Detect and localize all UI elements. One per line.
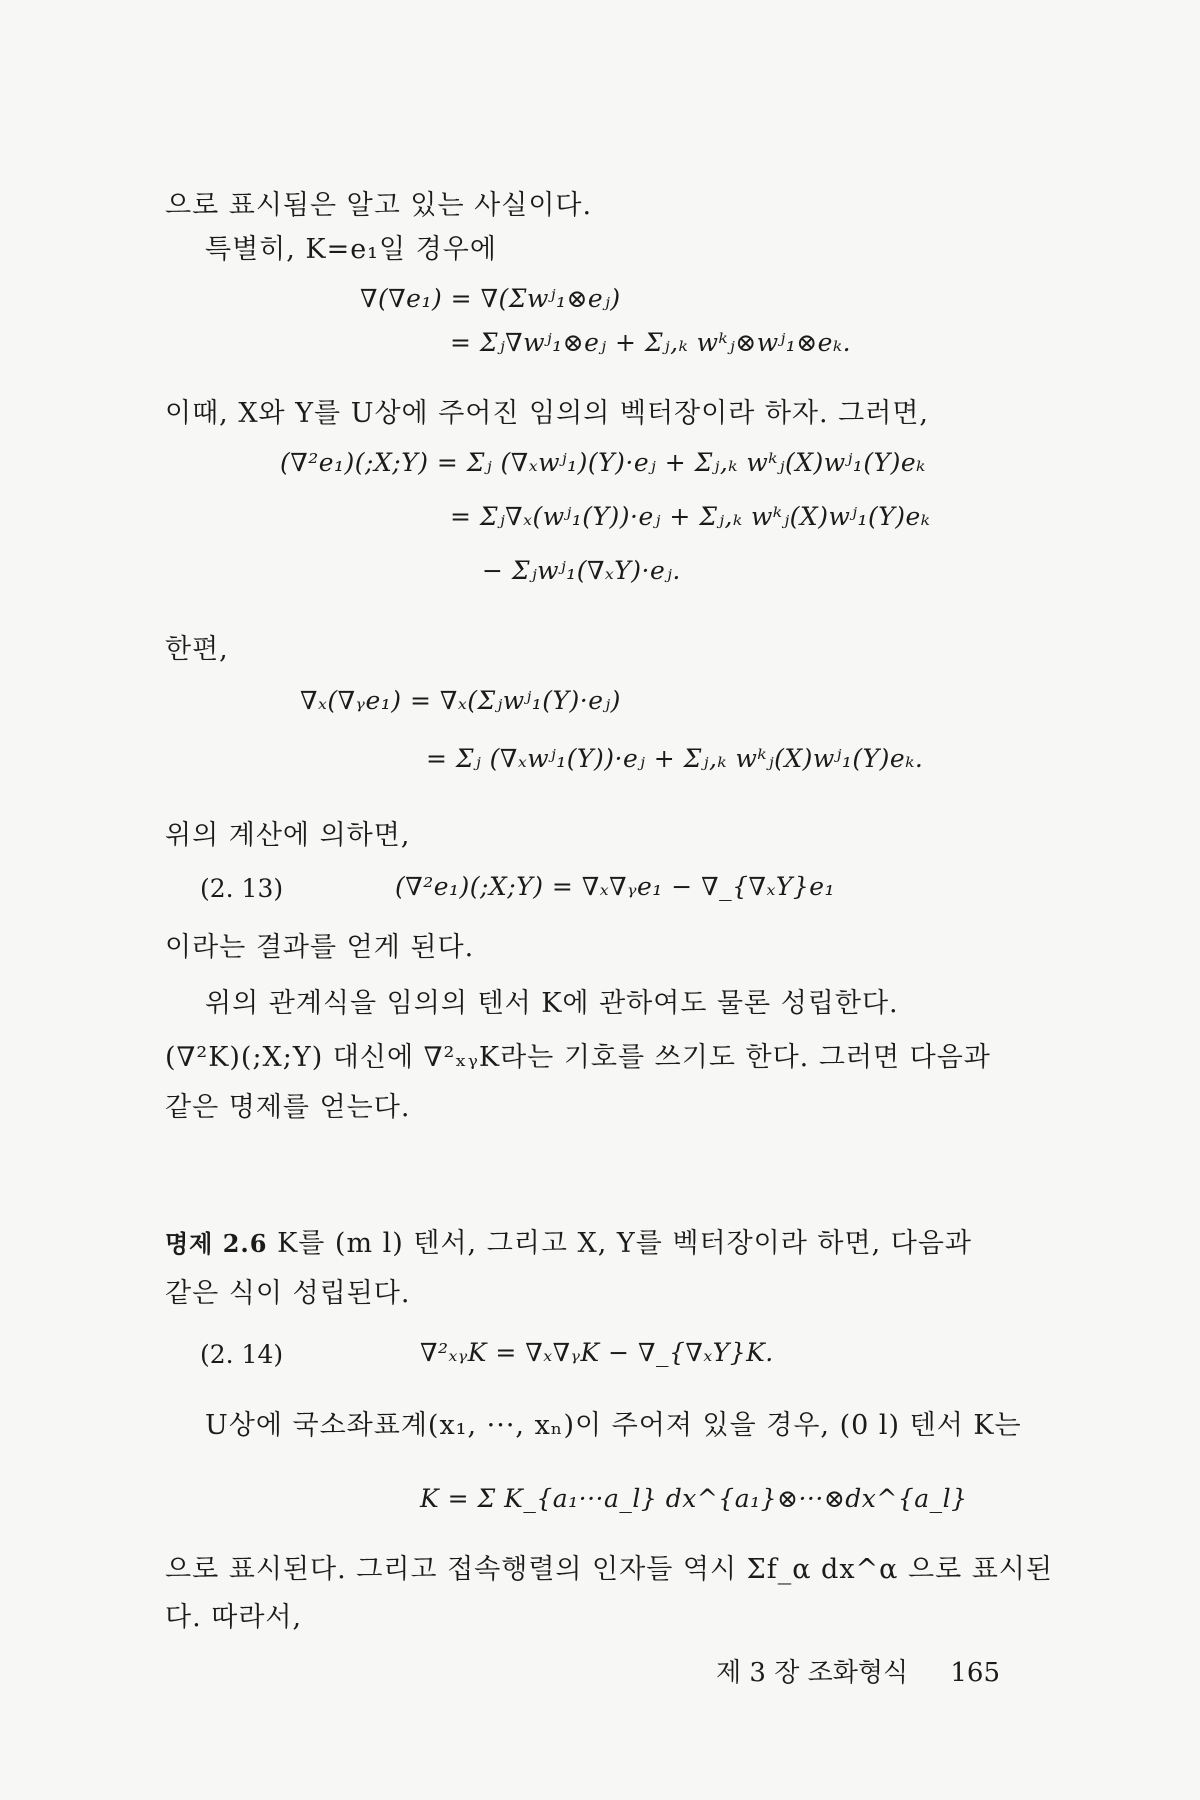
chapter-title: 제 3 장 조화형식 xyxy=(716,1658,909,1688)
text-line-1: 으로 표시됨은 알고 있는 사실이다. xyxy=(165,190,593,221)
text-line-3: 이때, X와 Y를 U상에 주어진 임의의 벡터장이라 하자. 그러면, xyxy=(165,398,930,429)
equation-2a: (∇²e₁)(;X;Y) = Σⱼ (∇ₓwʲ₁)(Y)·eⱼ + Σⱼ,ₖ wᵏⱼ(X)wʲ₁(Y)eₖ xyxy=(280,448,926,477)
equation-4: K = Σ K_{a₁···a_l} dx^{a₁}⊗···⊗dx^{a_l} xyxy=(420,1484,968,1513)
proposition-title: 명제 2.6 xyxy=(165,1229,268,1258)
text-line-4: 한편, xyxy=(165,634,229,665)
text-line-7: 위의 관계식을 임의의 텐서 K에 관하여도 물론 성립한다. xyxy=(205,988,899,1019)
equation-2b: = Σⱼ∇ₓ(wʲ₁(Y))·eⱼ + Σⱼ,ₖ wᵏⱼ(X)wʲ₁(Y)eₖ xyxy=(450,502,931,531)
equation-3b: = Σⱼ (∇ₓwʲ₁(Y))·eⱼ + Σⱼ,ₖ wᵏⱼ(X)wʲ₁(Y)eₖ. xyxy=(426,744,924,773)
equation-2-14: ∇²ₓᵧK = ∇ₓ∇ᵧK − ∇_{∇ₓY}K. xyxy=(420,1338,774,1367)
text-line-6: 이라는 결과를 얻게 된다. xyxy=(165,932,475,963)
equation-2-13: (∇²e₁)(;X;Y) = ∇ₓ∇ᵧe₁ − ∇_{∇ₓY}e₁ xyxy=(395,872,836,901)
page-footer xyxy=(716,1652,1000,1689)
equation-number-2-13: (2. 13) xyxy=(200,874,284,903)
proposition-2-6 xyxy=(165,1226,1045,1261)
equation-2c: − Σⱼwʲ₁(∇ₓY)·eⱼ. xyxy=(482,556,681,585)
equation-3a: ∇ₓ(∇ᵧe₁) = ∇ₓ(Σⱼwʲ₁(Y)·eⱼ) xyxy=(300,686,621,715)
text-line-10: U상에 국소좌표계(x₁, ···, xₙ)이 주어져 있을 경우, (0 l) 텐서 K는 xyxy=(205,1410,1022,1441)
text-line-9: 같은 명제를 얻는다. xyxy=(165,1092,411,1123)
equation-number-2-14: (2. 14) xyxy=(200,1340,284,1369)
text-line-5: 위의 계산에 의하면, xyxy=(165,820,411,851)
text-line-2: 특별히, K=e₁일 경우에 xyxy=(205,234,497,265)
proposition-line-2: 같은 식이 성립된다. xyxy=(165,1278,411,1309)
text-line-11: 으로 표시된다. 그리고 접속행렬의 인자들 역시 Σf_α dx^α 으로 표시된 xyxy=(165,1554,1053,1585)
proposition-statement: K를 (m l) 텐서, 그리고 X, Y를 벡터장이라 하면, 다음과 xyxy=(277,1228,972,1259)
equation-1a: ∇(∇e₁) = ∇(Σwʲ₁⊗eⱼ) xyxy=(360,284,621,313)
text-line-12: 다. 따라서, xyxy=(165,1602,303,1633)
text-line-8: (∇²K)(;X;Y) 대신에 ∇²ₓᵧK라는 기호를 쓰기도 한다. 그러면 다음과 xyxy=(165,1042,991,1073)
page-number: 165 xyxy=(950,1658,1000,1688)
equation-1b: = Σⱼ∇wʲ₁⊗eⱼ + Σⱼ,ₖ wᵏⱼ⊗wʲ₁⊗eₖ. xyxy=(450,328,852,357)
